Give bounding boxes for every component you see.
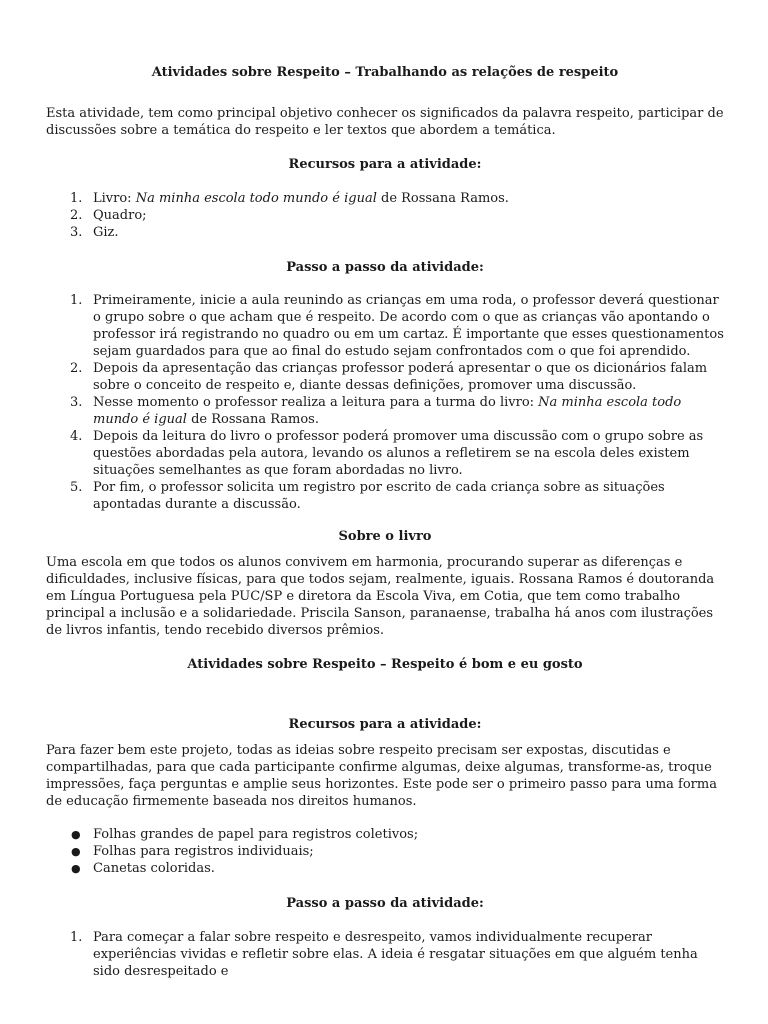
list-number: 1. (70, 293, 83, 308)
list-text: Folhas para registros individuais; (93, 844, 314, 859)
section1-steps-block (46, 292, 724, 513)
section2-steps-block (46, 929, 724, 980)
list-text-suffix: de Rossana Ramos. (376, 191, 509, 206)
list-item (46, 860, 724, 877)
list-item (46, 394, 724, 428)
list-text: Primeiramente, inicie a aula reunindo as crianças em uma roda, o professor deverá questionar o grupo sobre o que acham que é respeito. De acordo com o que as crianças vão apontando o professor irá registrando no quadro ou em um cartaz. É importante que esses questionamentos sejam guardados para que ao final do estudo sejam confrontados com o que foi aprendido. (93, 293, 724, 359)
list-text: Giz. (93, 225, 119, 240)
list-item (46, 826, 724, 843)
list-text: Por fim, o professor solicita um registro por escrito de cada criança sobre as situações apontadas durante a discussão. (93, 480, 665, 512)
list-item (46, 929, 724, 980)
list-item (46, 479, 724, 513)
list-number: 4. (70, 429, 83, 444)
section1-steps-heading: Passo a passo da atividade: (286, 260, 484, 275)
section1-resources-heading-block (46, 156, 724, 173)
book-title: Na minha escola todo mundo é igual (135, 191, 377, 206)
list-text: Livro: (93, 191, 136, 206)
section2-resources-list (46, 826, 724, 877)
list-text: Depois da leitura do livro o professor poderá promover uma discussão com o grupo sobre as questões abordadas pela autora, levando os alunos a refletirem se na escola deles existem situações semelhantes as que foram abordadas no livro. (93, 429, 704, 478)
list-number: 2. (70, 208, 83, 223)
book-text-block (46, 554, 724, 639)
bullet-icon: ● (71, 828, 81, 841)
section1-steps-heading-block (46, 259, 724, 276)
section1-steps-list (46, 292, 724, 513)
book-heading: Sobre o livro (338, 529, 432, 544)
section2-steps-heading-block (46, 895, 724, 912)
section1-intro: Esta atividade, tem como principal objetivo conhecer os significados da palavra respeito, participar de discussões sobre a temática do respeito e ler textos que abordem a temática. (46, 106, 724, 138)
section2-resources-block (46, 826, 724, 877)
list-item (46, 224, 724, 241)
list-text: Nesse momento o professor realiza a leitura para a turma do livro: (93, 395, 539, 410)
list-item (46, 843, 724, 860)
list-text: Depois da apresentação das crianças professor poderá apresentar o que os dicionários falam sobre o conceito de respeito e, diante dessas definições, promover uma discussão. (93, 361, 708, 393)
section2-steps-list (46, 929, 724, 980)
bullet-icon: ● (71, 862, 81, 875)
list-item (46, 292, 724, 360)
section1-title-block (46, 64, 724, 81)
list-number: 3. (70, 225, 83, 240)
section2-intro-block (46, 742, 724, 810)
list-item (46, 360, 724, 394)
list-text: Folhas grandes de papel para registros coletivos; (93, 827, 419, 842)
list-number: 1. (70, 930, 83, 945)
section2-intro: Para fazer bem este projeto, todas as ideias sobre respeito precisam ser expostas, discutidas e compartilhadas, para que cada participante confirme algumas, deixe algumas, transforme-as, troque impressões, faça perguntas e amplie seus horizontes. Este pode ser o primeiro passo para uma forma de educação firmemente baseada nos direitos humanos. (46, 743, 717, 809)
section2-resources-heading-block (46, 716, 724, 733)
book-heading-block (46, 528, 724, 545)
section1-resources-heading: Recursos para a atividade: (288, 157, 482, 172)
list-text: Para começar a falar sobre respeito e desrespeito, vamos individualmente recuperar experiências vividas e refletir sobre elas. A ideia é resgatar situações em que alguém tenha sido desrespeitado e (93, 930, 698, 979)
list-number: 1. (70, 191, 83, 206)
list-text: Quadro; (93, 208, 147, 223)
book-text: Uma escola em que todos os alunos convivem em harmonia, procurando superar as diferenças e dificuldades, inclusive físicas, para que todos sejam, realmente, iguais. Rossana Ramos é doutoranda em Língua Portuguesa pela PUC/SP e diretora da Escola Viva, em Cotia, que tem como trabalho principal a inclusão e a solidariedade. Priscila Sanson, paranaense, trabalha há anos com ilustrações de livros infantis, tendo recebido diversos prêmios. (46, 555, 715, 638)
list-number: 3. (70, 395, 83, 410)
list-number: 5. (70, 480, 83, 495)
section1-resources-list (46, 190, 724, 241)
list-text-suffix: de Rossana Ramos. (186, 412, 319, 427)
list-item (46, 428, 724, 479)
list-item (46, 190, 724, 207)
section1-resources-block (46, 190, 724, 241)
section2-title-block (46, 656, 724, 673)
bullet-icon: ● (71, 845, 81, 858)
section1-intro-block (46, 105, 724, 139)
section2-title: Atividades sobre Respeito – Respeito é bom e eu gosto (187, 657, 583, 672)
list-text: Canetas coloridas. (93, 861, 215, 876)
section2-steps-heading: Passo a passo da atividade: (286, 896, 484, 911)
section2-resources-heading: Recursos para a atividade: (288, 717, 482, 732)
section1-title: Atividades sobre Respeito – Trabalhando as relações de respeito (151, 65, 619, 80)
list-item (46, 207, 724, 224)
book-title: Na minha escola todo mundo é igual (93, 395, 682, 427)
list-number: 2. (70, 361, 83, 376)
